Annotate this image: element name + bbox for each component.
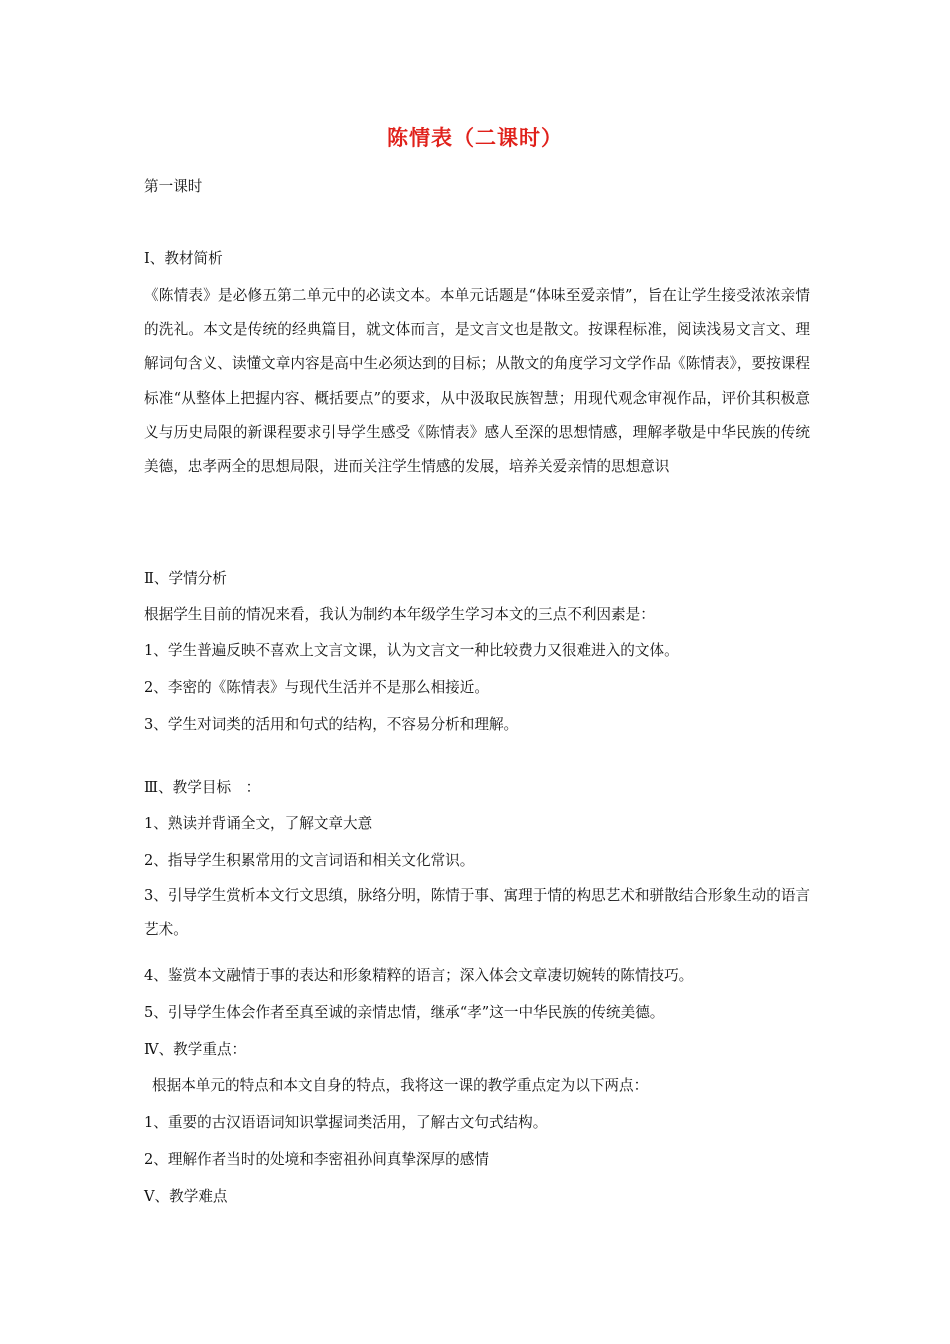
teaching-goal-item: 1、熟读并背诵全文，了解文章大意 <box>144 815 373 832</box>
student-analysis-item: 2、李密的《陈情表》与现代生活并不是那么相接近。 <box>144 679 489 696</box>
teaching-focus-item: 2、理解作者当时的处境和李密祖孙间真挚深厚的感情 <box>144 1151 489 1168</box>
section-heading-textbook-analysis: Ⅰ、教材简析 <box>144 250 223 267</box>
teaching-focus-intro: 根据本单元的特点和本文自身的特点，我将这一课的教学重点定为以下两点： <box>152 1077 649 1094</box>
teaching-goal-item: 4、鉴赏本文融情于事的表达和形象精粹的语言；深入体会文章凄切婉转的陈情技巧。 <box>144 967 694 984</box>
document-title: 陈情表（二课时） <box>387 125 563 150</box>
student-analysis-intro: 根据学生目前的情况来看，我认为制约本年级学生学习本文的三点不利因素是： <box>144 606 655 623</box>
lesson-label: 第一课时 <box>144 178 203 195</box>
teaching-focus-item: 1、重要的古汉语语词知识掌握词类活用，了解古文句式结构。 <box>144 1114 548 1131</box>
teaching-goal-item: 5、引导学生体会作者至真至诚的亲情忠情，继承“孝”这一中华民族的传统美德。 <box>144 1004 665 1021</box>
student-analysis-item: 3、学生对词类的活用和句式的结构，不容易分析和理解。 <box>144 716 519 733</box>
student-analysis-item: 1、学生普遍反映不喜欢上文言文课，认为文言文一种比较费力又很难进入的文体。 <box>144 642 679 659</box>
section-heading-student-analysis: Ⅱ、学情分析 <box>144 570 227 587</box>
section-heading-teaching-focus: Ⅳ、教学重点： <box>144 1041 247 1058</box>
textbook-analysis-paragraph: 《陈情表》是必修五第二单元中的必读文本。本单元话题是“体味至爱亲情”，旨在让学生接受浓浓亲情的洗礼。本文是传统的经典篇目，就文体而言，是文言文也是散文。按课程标准，阅读浅易文言文、理解词句含义、读懂文章内容是高中生必须达到的目标；从散文的角度学习文学作品《陈情表》，要按课程标准“从整体上把握内容、概括要点”的要求，从中汲取民族智慧；用现代观念审视作品，评价其积极意义与历史局限的新课程要求引导学生感受《陈情表》感人至深的思想情感，理解孝敬是中华民族的传统美德，忠孝两全的思想局限，进而关注学生情感的发展，培养关爱亲情的思想意识 <box>144 287 810 476</box>
teaching-goal-item: 2、指导学生积累常用的文言词语和相关文化常识。 <box>144 852 475 869</box>
teaching-goal-item: 3、引导学生赏析本文行文思缜，脉络分明，陈情于事、寓理于情的构思艺术和骈散结合形象生动的语言艺术。 <box>144 887 811 939</box>
section-heading-teaching-goals: Ⅲ、教学目标 ： <box>144 779 261 796</box>
section-heading-teaching-difficulty: Ⅴ、教学难点 <box>144 1188 228 1205</box>
